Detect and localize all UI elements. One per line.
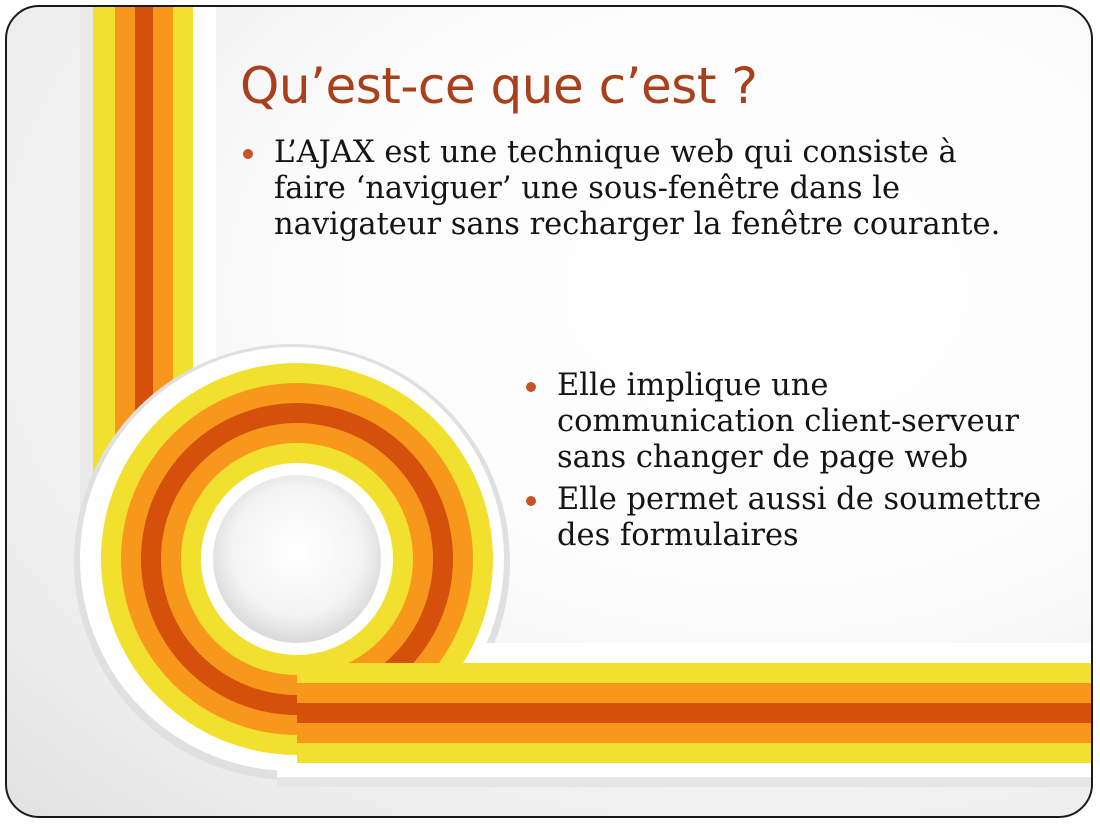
bullet-item: [241, 135, 1001, 243]
bullet-list-top: [241, 135, 1001, 249]
bullet-text: Elle permet aussi de soumettre des formulaires: [557, 482, 1042, 553]
slide: [5, 5, 1093, 818]
bullet-text: Elle implique une communication client-serveur sans changer de page web: [557, 368, 1019, 475]
slide-title: Qu’est-ce que c’est ?: [240, 57, 758, 115]
bullet-text: L’AJAX est une technique web qui consiste à faire ‘naviguer’ une sous-fenêtre dans le navigateur sans recharger la fenêtre courante.: [274, 135, 1001, 242]
bullet-dot-icon: [526, 382, 536, 392]
bullet-dot-icon: [243, 149, 253, 159]
bullet-list-bottom: [524, 368, 1054, 560]
bullet-dot-icon: [526, 496, 536, 506]
bullet-item: [524, 482, 1054, 554]
bullet-item: [524, 368, 1054, 476]
